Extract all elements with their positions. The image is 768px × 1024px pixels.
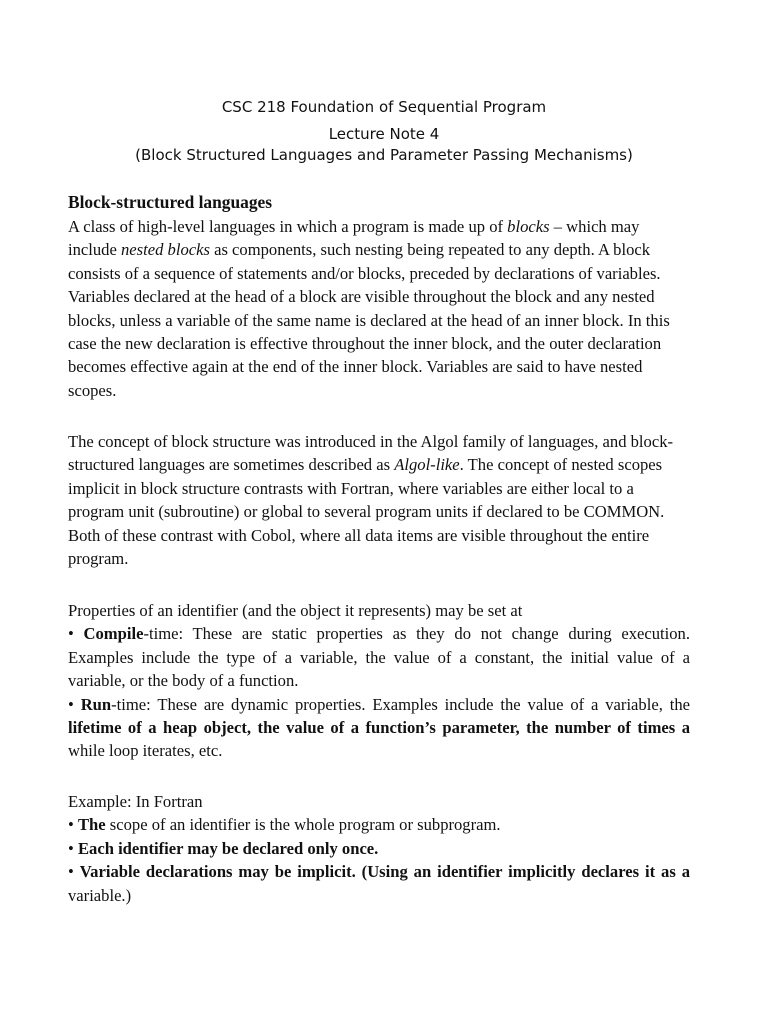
para4-the-label: The — [77, 815, 106, 835]
paragraph-identifier-properties — [68, 599, 690, 763]
para4-bullet-scope — [68, 813, 690, 836]
para3-run-label: Run — [80, 694, 112, 714]
para4-declared-once-text: Each identifier may be declared only once. — [77, 838, 379, 858]
bullet-glyph: • — [68, 624, 84, 644]
para1-text-1: A class of high-level languages in which a program is made up of — [68, 217, 508, 236]
para2-emphasis-algol-like: Algol-like — [394, 455, 460, 475]
paragraph-block-structured — [68, 215, 690, 402]
para4-implicit-text-end: variable.) — [68, 885, 132, 905]
para3-bullet-run — [68, 693, 690, 763]
para3-run-bold-text: lifetime of a heap object, the value of a function’s parameter, the number of times a — [68, 718, 690, 738]
para1-text-2: – which may include — [68, 217, 640, 260]
para3-bullet-compile — [68, 622, 690, 692]
para2-text-1: The concept of block structure was introduced in the Algol family of languages, and block-structured languages are sometimes described as — [68, 432, 674, 475]
para1-emphasis-blocks: blocks — [507, 217, 550, 236]
para3-compile-label: Compile — [83, 624, 144, 644]
para4-bullet-implicit — [68, 860, 690, 907]
bullet-glyph: • — [68, 815, 78, 835]
lecture-note-title: Lecture Note 4 — [328, 125, 440, 143]
bullet-glyph: • — [68, 694, 81, 714]
paragraph-2 — [68, 430, 690, 570]
para1-emphasis-nested-blocks: nested blocks — [121, 240, 210, 260]
para3-run-text-end: while loop iterates, etc. — [68, 741, 223, 761]
para4-implicit-bold-text: Variable declarations may be implicit. (Using an identifier implicitly declares it as a — [79, 862, 690, 882]
section-heading: Block-structured languages — [68, 192, 273, 212]
para3-intro: Properties of an identifier (and the object it represents) may be set at — [68, 601, 523, 620]
bullet-glyph: • — [68, 862, 80, 882]
para2-text-2: . The concept of nested scopes implicit in block structure contrasts with Fortran, where variables are either local to a program unit (subroutine) or global to several program units if declared to be COMMON. Both of these contrast with Cobol, where all data items are visible throughout the entire program. — [68, 455, 665, 569]
para4-intro: Example: In Fortran — [68, 792, 203, 811]
paragraph-block-structure-concept — [68, 430, 690, 570]
para3-compile-text: -time: These are static properties as they do not change during execution. Examples include the type of a variable, the value of a constant, the initial value of a variable, or the body of a function. — [68, 624, 690, 691]
course-title: CSC 218 Foundation of Sequential Program — [221, 98, 547, 116]
para1-text-3: as components, such nesting being repeated to any depth. A block consists of a sequence of statements and/or blocks, preceded by declarations of variables. Variables declared at the head of a block are visible throughout the block and any nested blocks, unless a variable of the same name is declared at the head of an inner block. In this case the new declaration is effective throughout the inner block, and the outer declaration becomes effective again at the end of the inner block. Variables are said to have nested scopes. — [68, 240, 670, 400]
lecture-subtitle: (Block Structured Languages and Parameter Passing Mechanisms) — [135, 146, 633, 164]
para4-scope-text: scope of an identifier is the whole program or subprogram. — [105, 815, 501, 835]
paragraph-1 — [68, 215, 690, 402]
bullet-glyph: • — [68, 838, 78, 858]
para3-run-text: -time: These are dynamic properties. Examples include the value of a variable, the — [111, 694, 690, 714]
paragraph-fortran-example — [68, 790, 690, 907]
para4-bullet-declared-once — [68, 837, 690, 860]
